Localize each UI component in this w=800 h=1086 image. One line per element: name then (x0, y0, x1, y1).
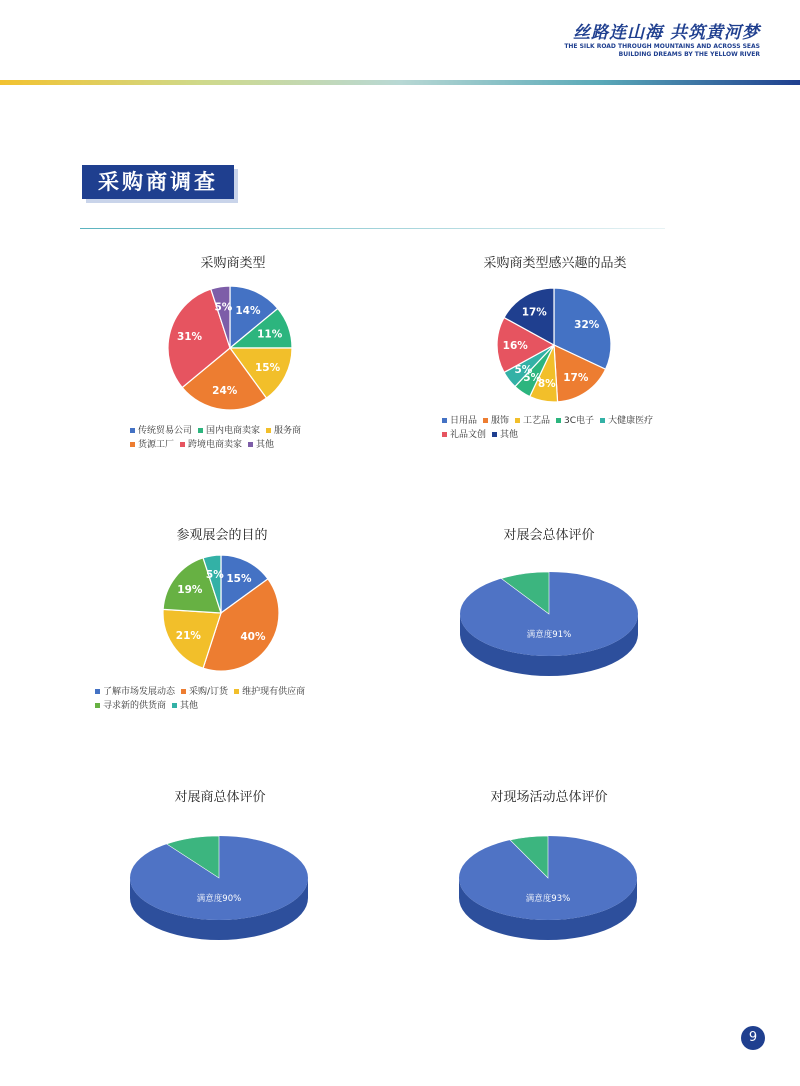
legend-item (180, 438, 242, 452)
chart-legend (95, 685, 355, 713)
slice-data-label: 16% (502, 340, 528, 352)
page-number: 9 (741, 1026, 765, 1050)
legend-label: 寻求新的供货商 (103, 701, 167, 711)
slice-data-label: 17% (521, 306, 547, 319)
legend-label: 大健康医疗 (608, 416, 654, 426)
legend-swatch (95, 689, 100, 694)
legend-item (515, 414, 550, 428)
header-gradient-bar (0, 80, 800, 85)
slice-data-label: 19% (177, 583, 203, 596)
legend-swatch (556, 418, 561, 423)
slice-data-label: 15% (254, 362, 281, 375)
legend-item (248, 438, 274, 452)
legend-label: 维护现有供应商 (242, 687, 306, 697)
chart-title: 采购商类型感兴趣的品类 (483, 256, 627, 271)
chart-title: 对现场活动总体评价 (490, 790, 608, 805)
legend-item (172, 699, 198, 713)
slice-data-label: 17% (563, 372, 589, 385)
chart-legend (442, 414, 682, 442)
legend-label: 其他 (500, 430, 519, 440)
legend-label: 服务商 (274, 426, 302, 436)
legend-swatch (181, 689, 186, 694)
chart-title: 对展商总体评价 (174, 790, 266, 805)
slice-data-label: 21% (175, 630, 201, 643)
legend-item (556, 414, 594, 428)
slice-data-label: 8% (537, 378, 556, 391)
legend-item (492, 428, 518, 442)
logo-chinese-text: 丝路连山海 共筑黄河梦 (573, 23, 760, 43)
legend-item (95, 699, 166, 713)
legend-item (483, 414, 509, 428)
slice-data-label: 14% (235, 304, 261, 317)
legend-label: 工艺品 (523, 416, 551, 426)
slice-data-label: 5% (214, 301, 233, 314)
section-title: 采购商调查 (82, 165, 234, 199)
slice-data-label: 15% (226, 572, 252, 585)
legend-swatch (198, 428, 203, 433)
legend-item (130, 438, 174, 452)
slice-data-label: 31% (176, 331, 203, 344)
legend-swatch (248, 442, 253, 447)
legend-label: 采购/订货 (189, 687, 229, 697)
legend-swatch (492, 432, 497, 437)
legend-item (95, 685, 175, 699)
chart-exhibitor-evaluation (55, 786, 385, 1036)
chart-buyer-type (68, 252, 398, 502)
legend-swatch (180, 442, 185, 447)
slice-data-label: 11% (257, 328, 283, 341)
chart-legend (130, 424, 345, 452)
chart-visit-purpose (57, 524, 387, 774)
legend-label: 货源工厂 (138, 440, 175, 450)
satisfaction-label: 满意度90% (196, 894, 242, 905)
legend-label: 传统贸易公司 (138, 426, 193, 436)
chart-title: 采购商类型 (200, 256, 266, 271)
slice-data-label: 24% (212, 384, 238, 397)
slice-data-label: 5% (523, 372, 542, 385)
chart-title: 参观展会的目的 (176, 528, 268, 543)
legend-swatch (483, 418, 488, 423)
legend-item (266, 424, 301, 438)
legend-item (130, 424, 192, 438)
slice-data-label: 32% (574, 319, 600, 332)
legend-item (181, 685, 228, 699)
chart-exhibition-evaluation (384, 524, 714, 774)
chart-interested-categories (390, 252, 720, 502)
legend-swatch (234, 689, 239, 694)
chart-onsite-activity-evaluation (384, 786, 714, 1036)
chart-title: 对展会总体评价 (503, 528, 595, 543)
legend-label: 3C电子 (564, 416, 595, 426)
satisfaction-label: 满意度91% (526, 630, 572, 641)
legend-label: 跨境电商卖家 (188, 440, 243, 450)
logo-english-line-1: THE SILK ROAD THROUGH MOUNTAINS AND ACROSS SEAS (564, 43, 760, 50)
section-divider (80, 228, 665, 229)
legend-swatch (130, 428, 135, 433)
legend-item (234, 685, 305, 699)
legend-swatch (172, 703, 177, 708)
satisfaction-label: 满意度93% (525, 894, 571, 905)
legend-swatch (600, 418, 605, 423)
legend-swatch (130, 442, 135, 447)
legend-swatch (266, 428, 271, 433)
slice-data-label: 5% (514, 363, 533, 376)
legend-item (198, 424, 260, 438)
legend-label: 礼品文创 (450, 430, 487, 440)
legend-label: 其他 (256, 440, 275, 450)
slice-data-label: 5% (205, 569, 224, 582)
legend-label: 其他 (180, 701, 199, 711)
legend-swatch (95, 703, 100, 708)
header-logo (564, 18, 760, 59)
legend-swatch (442, 432, 447, 437)
logo-english-line-2: BUILDING DREAMS BY THE YELLOW RIVER (618, 51, 760, 58)
legend-swatch (442, 418, 447, 423)
legend-item (442, 414, 477, 428)
legend-label: 日用品 (450, 416, 478, 426)
legend-label: 国内电商卖家 (206, 426, 261, 436)
legend-label: 服饰 (491, 416, 510, 426)
slice-data-label: 40% (240, 631, 266, 644)
legend-item (600, 414, 653, 428)
legend-swatch (515, 418, 520, 423)
legend-label: 了解市场发展动态 (103, 687, 176, 697)
legend-item (442, 428, 486, 442)
